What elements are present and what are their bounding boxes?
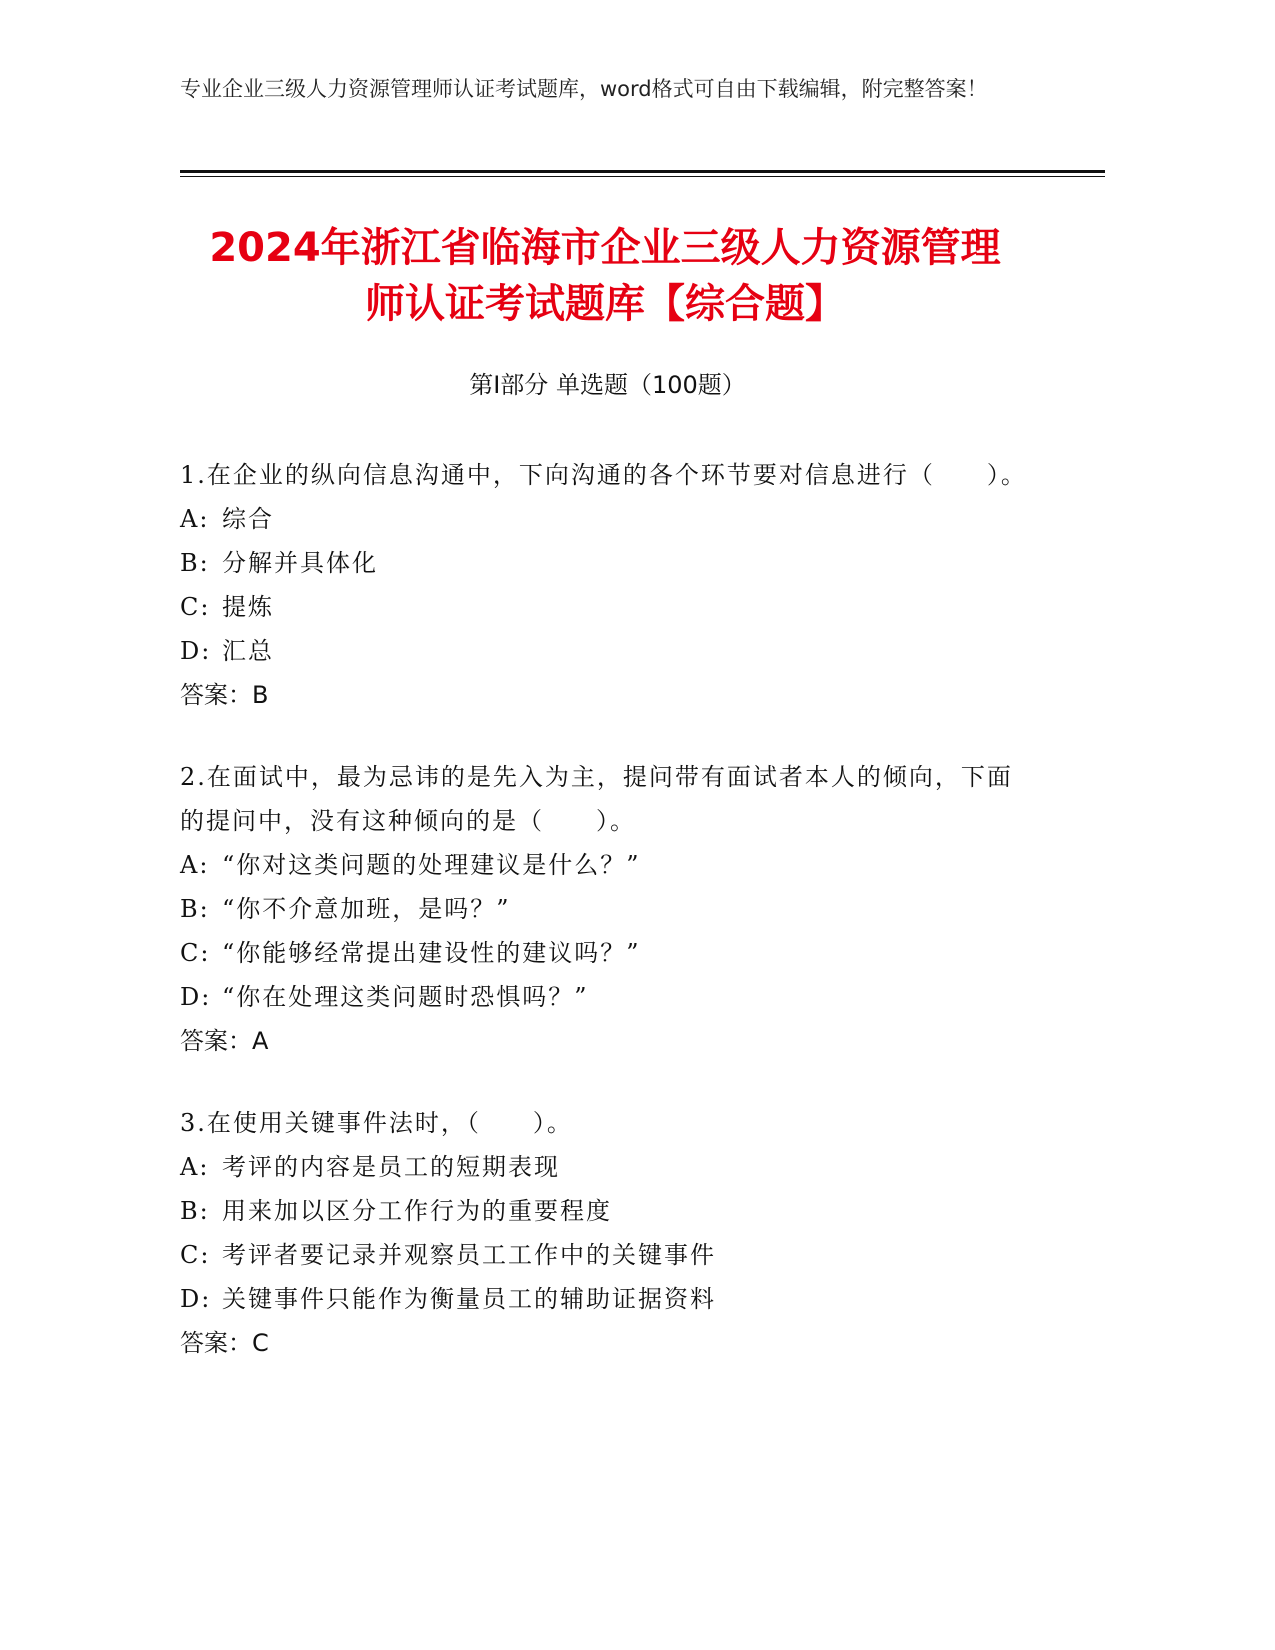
option-text: 分解并具体化 bbox=[222, 549, 378, 577]
option-c bbox=[180, 1233, 1030, 1277]
option-letter: C: bbox=[180, 1241, 211, 1269]
option-d bbox=[180, 975, 1030, 1019]
option-letter: C: bbox=[180, 593, 211, 621]
option-letter: A: bbox=[180, 1153, 210, 1181]
header-rule-thick bbox=[180, 170, 1105, 173]
option-text: 考评的内容是员工的短期表现 bbox=[222, 1153, 560, 1181]
option-text: “你在处理这类问题时恐惧吗？” bbox=[222, 983, 589, 1011]
option-letter: C: bbox=[180, 939, 211, 967]
option-text: 用来加以区分工作行为的重要程度 bbox=[222, 1197, 612, 1225]
option-text: 汇总 bbox=[222, 637, 274, 665]
question-2 bbox=[180, 755, 1030, 1063]
title-line-1: 2024年浙江省临海市企业三级人力资源管理 bbox=[209, 225, 1001, 271]
option-text: 关键事件只能作为衡量员工的辅助证据资料 bbox=[222, 1285, 716, 1313]
header-note: 专业企业三级人力资源管理师认证考试题库，word格式可自由下载编辑，附完整答案！ bbox=[180, 77, 988, 101]
answer: 答案：B bbox=[180, 681, 269, 709]
option-a bbox=[180, 497, 1030, 541]
option-a bbox=[180, 1145, 1030, 1189]
header-rule-thin bbox=[180, 176, 1105, 177]
question-stem: 2.在面试中，最为忌讳的是先入为主，提问带有面试者本人的倾向，下面的提问中，没有这种倾向的是（ ）。 bbox=[180, 763, 1013, 835]
title-line-2: 师认证考试题库【综合题】 bbox=[365, 281, 845, 327]
question-1 bbox=[180, 453, 1030, 717]
option-text: “你能够经常提出建设性的建议吗？” bbox=[222, 939, 641, 967]
answer: 答案：A bbox=[180, 1027, 269, 1055]
document-title bbox=[150, 220, 1060, 332]
option-letter: A: bbox=[180, 851, 210, 879]
option-text: 综合 bbox=[222, 505, 274, 533]
option-d bbox=[180, 629, 1030, 673]
option-text: “你对这类问题的处理建议是什么？” bbox=[222, 851, 641, 879]
option-letter: A: bbox=[180, 505, 210, 533]
option-letter: D: bbox=[180, 983, 212, 1011]
option-letter: B: bbox=[180, 549, 210, 577]
option-c bbox=[180, 585, 1030, 629]
section-title: 第Ⅰ部分 单选题（100题） bbox=[469, 371, 746, 399]
option-letter: B: bbox=[180, 895, 210, 923]
option-c bbox=[180, 931, 1030, 975]
option-b bbox=[180, 887, 1030, 931]
question-3 bbox=[180, 1101, 1030, 1365]
question-list bbox=[180, 453, 1030, 1403]
question-stem: 3.在使用关键事件法时，（ ）。 bbox=[180, 1109, 573, 1137]
option-b bbox=[180, 541, 1030, 585]
option-text: “你不介意加班，是吗？” bbox=[222, 895, 511, 923]
option-text: 提炼 bbox=[222, 593, 274, 621]
option-b bbox=[180, 1189, 1030, 1233]
question-stem: 1.在企业的纵向信息沟通中，下向沟通的各个环节要对信息进行（ ）。 bbox=[180, 461, 1027, 489]
option-d bbox=[180, 1277, 1030, 1321]
option-a bbox=[180, 843, 1030, 887]
option-letter: B: bbox=[180, 1197, 210, 1225]
option-text: 考评者要记录并观察员工工作中的关键事件 bbox=[222, 1241, 716, 1269]
option-letter: D: bbox=[180, 637, 212, 665]
option-letter: D: bbox=[180, 1285, 212, 1313]
answer: 答案：C bbox=[180, 1329, 269, 1357]
